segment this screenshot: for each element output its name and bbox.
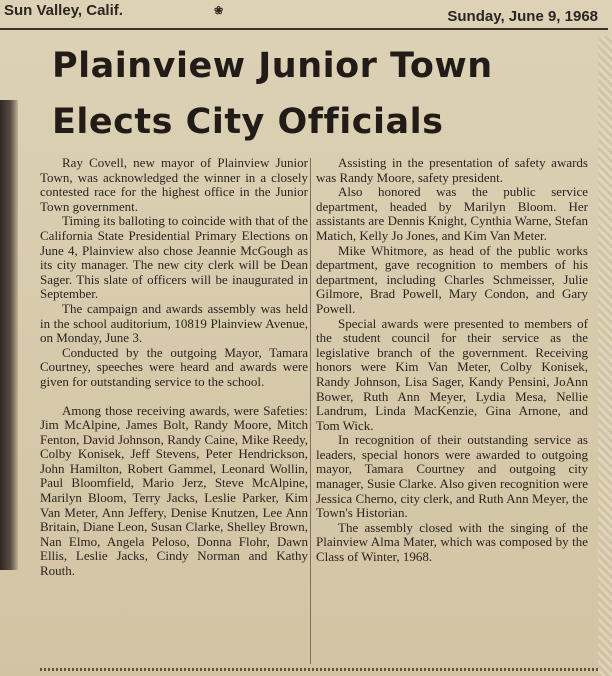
article-column-right	[316, 156, 588, 565]
adjacent-photo-edge	[0, 100, 18, 570]
paragraph: In recognition of their outstanding service as leaders, special honors were awarded to outgoing mayor, Tamara Courtney and outgoing city manager, Susie Clarke. Also given recognition were Jessica Cherno, city clerk, and Ruth Ann Meyer, the Town's Historian.	[316, 432, 588, 521]
column-divider	[310, 158, 311, 664]
headline-line-2: Elects City Officials	[52, 102, 444, 142]
paragraph: Ray Covell, new mayor of Plainview Junior Town, was acknowledged the winner in a closely contested race for the highest office in the Junior Town government.	[40, 155, 308, 214]
masthead-ornament: ❀	[214, 5, 224, 17]
paragraph: Special awards were presented to members of the student council for their service as the legislative branch of the government. Receiving honors were Kim Van Meter, Colby Konisek, Randy Johnson, Lisa Sager, Kandy Pensini, JoAnn Bower, Ruth Ann Meyer, Lydia Mesa, Nellie Landrum, Linda MacKenzie, Gina Arnone, and Tom Wick.	[316, 315, 588, 433]
paragraph: The assembly closed with the singing of the Plainview Alma Mater, which was composed by the Class of Winter, 1968.	[316, 519, 588, 565]
headline-line-1: Plainview Junior Town	[52, 46, 493, 86]
paragraph: Conducted by the outgoing Mayor, Tamara Courtney, speeches were heard and awards were given for outstanding service to the school.	[40, 344, 308, 389]
masthead-rule	[0, 28, 608, 30]
paragraph: Timing its balloting to coincide with that of the California State Presidential Primary Elections on June 4, Plainview also chose Jeannie McGough as its city manager. The new city clerk will be Dean Sager. This slate of officers will be inaugurated in September.	[40, 213, 308, 302]
page-edge-texture	[598, 36, 612, 676]
masthead-date: Sunday, June 9, 1968	[447, 8, 598, 25]
paragraph: Among those receiving awards, were Safeties: Jim McAlpine, James Bolt, Randy Moore, Mitch Fenton, David Johnson, Randy Caine, Mike Reedy, Colby Konisek, Jeff Stevens, Peter Hendrickson, John Hamilton, Robert Gammel, Leonard Wollin, Paul Bloomfield, Mario Jerz, Steve McAlpine, Marilyn Bloom, Terry Jacks, Leslie Parker, Kim Van Meter, Ann Jeffery, Denise Knutzen, Lee Ann Britain, Diane Leon, Susan Clarke, Shelley Brown, Nan Elmo, Angela Peloso, Donna Flohr, Dawn Ellis, Leslie Jacks, Cindy Norman and Kathy Routh.	[40, 402, 308, 579]
paragraph: Mike Whitmore, as head of the public works department, gave recognition to members of his department, including Charles Schmeisser, Julie Gilmore, Brad Powell, Mary Condon, and Gary Powell.	[316, 242, 588, 316]
bottom-rule	[40, 668, 600, 671]
masthead	[0, 0, 612, 30]
paragraph: Also honored was the public service department, headed by Marilyn Bloom. Her assistants are Dennis Knight, Cynthia Warne, Stefan Matich, Kelly Jo Jones, and Kim Van Meter.	[316, 184, 588, 243]
article-column-left	[40, 156, 308, 579]
paragraph: Assisting in the presentation of safety awards was Randy Moore, safety president.	[316, 155, 588, 185]
masthead-location: Sun Valley, Calif.	[4, 2, 123, 19]
headline	[52, 38, 592, 150]
paragraph: The campaign and awards assembly was held in the school auditorium, 10819 Plainview Avenue, on Monday, June 3.	[40, 300, 308, 346]
